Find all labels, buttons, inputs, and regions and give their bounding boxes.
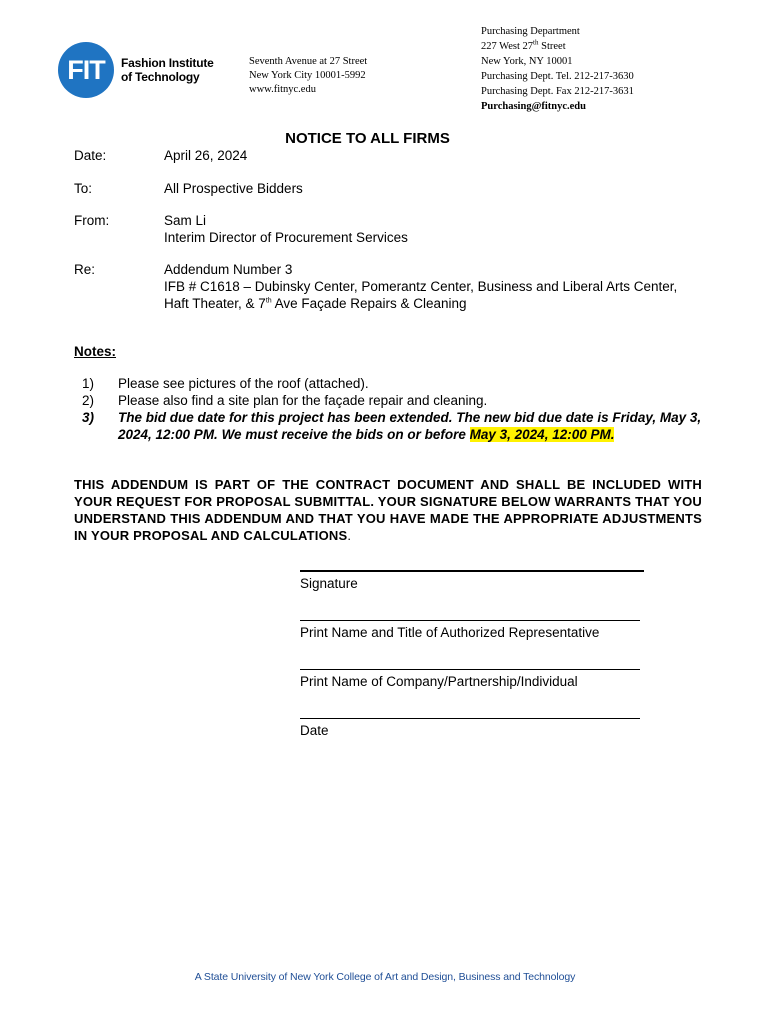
note-number: 2) [82, 393, 95, 408]
note-text: Please also find a site plan for the façade repair and cleaning. [118, 393, 488, 408]
note-number: 1) [82, 376, 95, 391]
company-label: Print Name of Company/Partnership/Individual [300, 674, 578, 689]
re-ifb: IFB # C1618 – Dubinsky Center, Pomerantz Center, Business and Liberal Arts Center, [164, 279, 678, 294]
from-name: Sam Li [164, 213, 207, 228]
date-line [300, 718, 640, 719]
company-line [300, 669, 640, 670]
company-field [300, 669, 640, 689]
highlighted-due-date: May 3, 2024, 12:00 PM. [469, 427, 615, 442]
date-field [300, 718, 640, 738]
footer-tagline: A State University of New York College of Art and Design, Business and Technology [194, 971, 576, 983]
signature-field [300, 570, 644, 591]
signature-label: Signature [300, 576, 358, 591]
notes-list [82, 375, 722, 443]
department-name: Purchasing Department [481, 26, 580, 37]
fit-logo-mark: FIT [58, 42, 114, 98]
re-value [164, 261, 677, 312]
department-city: New York, NY 10001 [481, 56, 573, 67]
website: www.fitnyc.edu [249, 84, 316, 95]
notice-title: NOTICE TO ALL FIRMS [285, 130, 450, 147]
list-item [82, 409, 722, 443]
department-street: 227 West 27th Street [481, 38, 566, 52]
re-addendum: Addendum Number 3 [164, 262, 293, 277]
note-text: Please see pictures of the roof (attached). [118, 376, 369, 391]
institution-name-line1: Fashion Institute [121, 56, 214, 70]
from-title: Interim Director of Procurement Services [164, 230, 408, 245]
institution-address [249, 55, 367, 97]
date-value: April 26, 2024 [164, 148, 248, 163]
from-value [164, 212, 408, 246]
representative-line [300, 620, 640, 621]
re-ifb-cont: Haft Theater, & 7th Ave Façade Repairs & Cleaning [164, 296, 467, 311]
from-label: From: [74, 213, 110, 228]
representative-field [300, 620, 640, 640]
address-line2: New York City 10001-5992 [249, 70, 366, 81]
note-number: 3) [82, 410, 95, 425]
representative-label: Print Name and Title of Authorized Representative [300, 625, 600, 640]
list-item [82, 392, 722, 409]
warranty-paragraph: THIS ADDENDUM IS PART OF THE CONTRACT DOCUMENT AND SHALL BE INCLUDED WITH YOUR REQUEST FOR PROPOSAL SUBMITTAL. YOUR SIGNATURE BELOW WARRANTS THAT YOU UNDERSTAND THIS ADDENDUM AND THAT YOU HAVE MADE THE APPROPRIATE ADJUSTMENTS IN YOUR PROPOSAL AND CALCULATIONS. [74, 477, 702, 543]
to-label: To: [74, 181, 93, 196]
address-line1: Seventh Avenue at 27 Street [249, 56, 368, 67]
note-text: The bid due date for this project has been extended. The new bid due date is Friday, May 3, 2024, 12:00 PM. We must receive the bids on or before May 3, 2024, 12:00 PM. [118, 410, 702, 442]
institution-name [121, 56, 214, 84]
date-field-label: Date [300, 723, 329, 738]
department-tel: Purchasing Dept. Tel. 212-217-3630 [481, 71, 634, 82]
department-email: Purchasing@fitnyc.edu [481, 101, 586, 112]
list-item [82, 375, 722, 392]
purchasing-department-contact [481, 24, 634, 114]
notes-heading: Notes: [74, 344, 117, 359]
date-label: Date: [74, 148, 107, 163]
to-value: All Prospective Bidders [164, 181, 303, 196]
institution-name-line2: of Technology [121, 70, 200, 84]
re-label: Re: [74, 262, 96, 277]
signature-line [300, 570, 644, 572]
department-fax: Purchasing Dept. Fax 212-217-3631 [481, 86, 634, 97]
